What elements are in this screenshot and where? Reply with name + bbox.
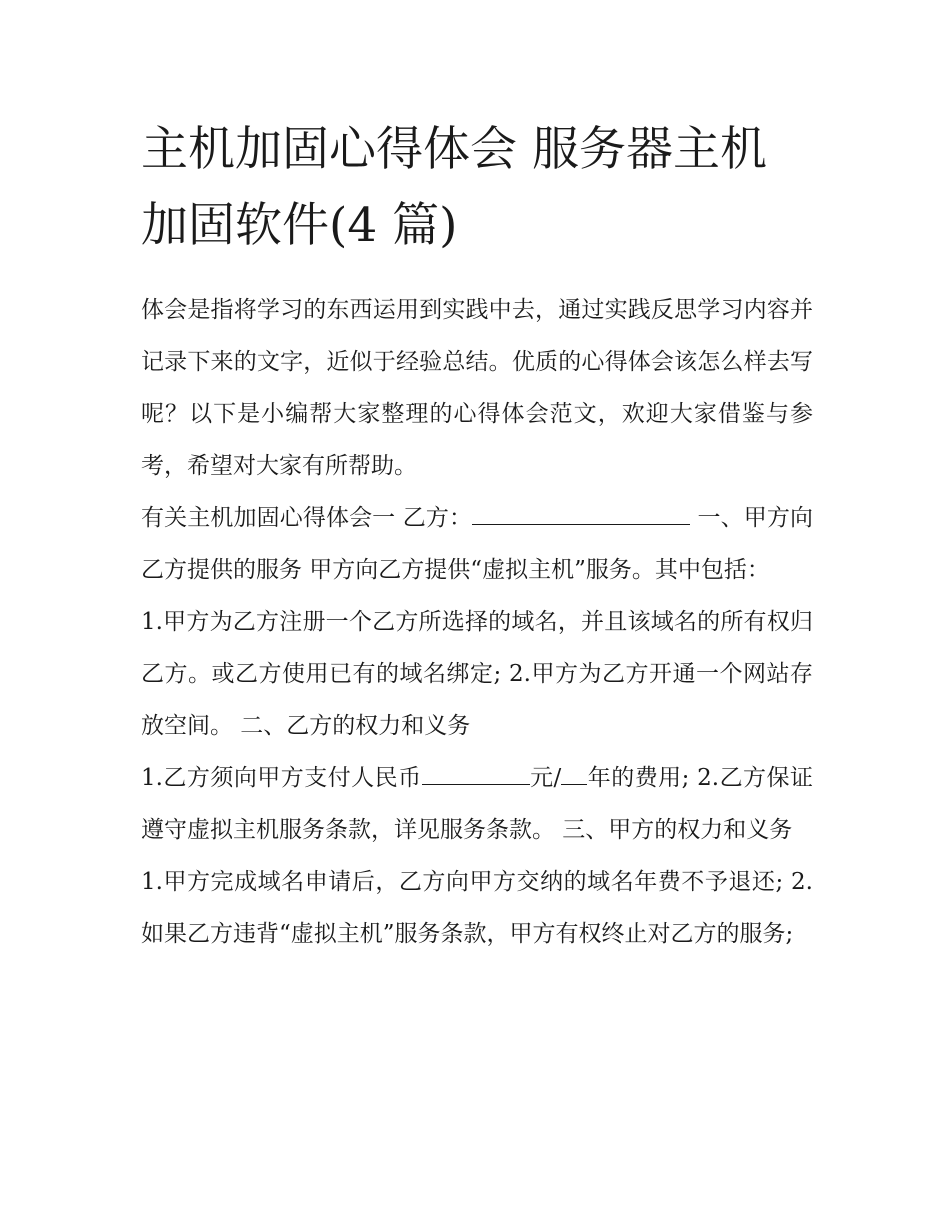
section1-paragraph — [141, 492, 813, 596]
item2-text-before: 1.乙方须向甲方支付人民币 — [141, 765, 422, 791]
section1-text-after: 一、甲方向乙方提供的服务 甲方向乙方提供“虚拟主机”服务。其中包括： — [141, 505, 813, 583]
item2-text-after: 年的费用; 2.乙方保证遵守虚拟主机服务条款，详见服务条款。 三、甲方的权力和义务 — [141, 765, 814, 843]
document-body — [141, 112, 813, 960]
item2-text-between: 元/ — [529, 765, 562, 791]
item1-paragraph: 1.甲方为乙方注册一个乙方所选择的域名，并且该域名的所有权归乙方。或乙方使用已有的域名绑定; 2.甲方为乙方开通一个网站存放空间。 二、乙方的权力和义务 — [141, 609, 813, 739]
amount-blank-line — [422, 762, 530, 785]
section1-text-before: 有关主机加固心得体会一 乙方： — [141, 505, 473, 531]
party-b-blank-line — [472, 502, 690, 525]
title-block — [141, 112, 813, 264]
item3-paragraph: 1.甲方完成域名申请后，乙方向甲方交纳的域名年费不予退还; 2.如果乙方违背“虚拟主机”服务条款，甲方有权终止对乙方的服务; — [141, 869, 813, 947]
document-title: 主机加固心得体会 服务器主机加固软件(4 篇) — [141, 122, 767, 253]
item2-paragraph — [141, 752, 813, 856]
intro-paragraph: 体会是指将学习的东西运用到实践中去，通过实践反思学习内容并记录下来的文字，近似于经验总结。优质的心得体会该怎么样去写呢？以下是小编帮大家整理的心得体会范文，欢迎大家借鉴与参考，希望对大家有所帮助。 — [141, 297, 813, 479]
years-blank-line — [561, 762, 587, 785]
